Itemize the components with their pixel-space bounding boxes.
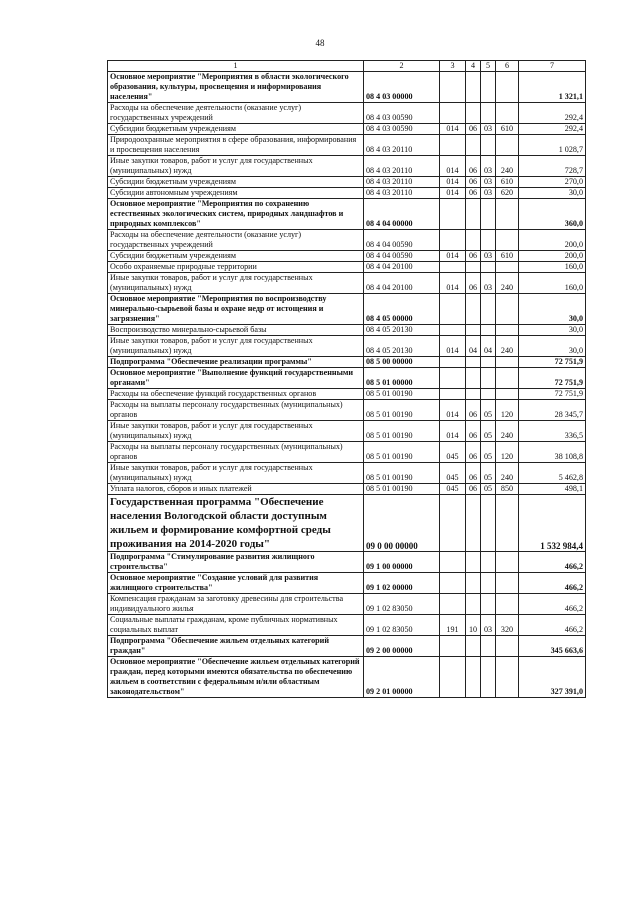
row-grbs: 045 [440, 442, 466, 463]
row-code: 08 4 04 20100 [364, 262, 440, 273]
row-expense-type [496, 262, 519, 273]
row-grbs [440, 657, 466, 698]
row-expense-type [496, 594, 519, 615]
row-grbs: 014 [440, 188, 466, 199]
row-expense-type: 240 [496, 336, 519, 357]
row-subsection: 04 [481, 336, 496, 357]
row-grbs: 014 [440, 156, 466, 177]
row-name: Уплата налогов, сборов и иных платежей [108, 484, 364, 495]
row-section [466, 103, 481, 124]
row-section [466, 262, 481, 273]
row-name: Основное мероприятие "Выполнение функций государственными органами" [108, 368, 364, 389]
row-name: Основное мероприятие "Обеспечение жильем отдельных категорий граждан, перед которыми имеются обязательства по обеспечению жильем в соответствии с федеральным и/или областным законодательством" [108, 657, 364, 698]
row-code: 08 4 05 20130 [364, 336, 440, 357]
row-amount: 5 462,8 [519, 463, 586, 484]
table-row [108, 156, 586, 177]
row-expense-type: 120 [496, 400, 519, 421]
row-expense-type: 850 [496, 484, 519, 495]
header-col-3: 3 [440, 61, 466, 72]
row-name: Особо охраняемые природные территории [108, 262, 364, 273]
row-grbs: 045 [440, 484, 466, 495]
row-code: 09 1 02 83050 [364, 594, 440, 615]
row-subsection [481, 657, 496, 698]
table-row [108, 336, 586, 357]
row-amount: 270,0 [519, 177, 586, 188]
row-amount: 292,4 [519, 103, 586, 124]
row-grbs [440, 389, 466, 400]
row-amount: 327 391,0 [519, 657, 586, 698]
row-amount: 30,0 [519, 294, 586, 325]
row-name: Субсидии бюджетным учреждениям [108, 124, 364, 135]
row-code: 08 4 03 00590 [364, 124, 440, 135]
row-code: 09 2 00 00000 [364, 636, 440, 657]
row-code: 08 4 03 00590 [364, 103, 440, 124]
table-row [108, 294, 586, 325]
row-subsection [481, 552, 496, 573]
row-amount: 160,0 [519, 262, 586, 273]
row-amount: 72 751,9 [519, 389, 586, 400]
row-subsection [481, 72, 496, 103]
row-section [466, 368, 481, 389]
row-section: 06 [466, 124, 481, 135]
row-name: Основное мероприятие "Мероприятия в области экологического образования, культуры, просвещения и информирования населения" [108, 72, 364, 103]
row-expense-type: 320 [496, 615, 519, 636]
table-row [108, 636, 586, 657]
table-header [108, 61, 586, 72]
row-subsection [481, 357, 496, 368]
row-code: 08 5 00 00000 [364, 357, 440, 368]
table-row [108, 615, 586, 636]
row-name: Основное мероприятие "Мероприятия по сохранению естественных экологических систем, природных ландшафтов и природных комплексов" [108, 199, 364, 230]
row-amount: 1 532 984,4 [519, 495, 586, 552]
row-grbs [440, 230, 466, 251]
row-grbs [440, 573, 466, 594]
row-section: 06 [466, 251, 481, 262]
row-expense-type [496, 230, 519, 251]
row-amount: 30,0 [519, 188, 586, 199]
row-section [466, 135, 481, 156]
row-grbs: 014 [440, 421, 466, 442]
table-row [108, 389, 586, 400]
row-code: 08 4 03 20110 [364, 156, 440, 177]
row-subsection: 03 [481, 615, 496, 636]
table-row [108, 368, 586, 389]
table-row [108, 495, 586, 552]
row-name: Расходы на выплаты персоналу государственных (муниципальных) органов [108, 442, 364, 463]
row-expense-type: 120 [496, 442, 519, 463]
row-grbs [440, 368, 466, 389]
row-expense-type: 620 [496, 188, 519, 199]
table-row [108, 251, 586, 262]
row-subsection [481, 103, 496, 124]
row-amount: 466,2 [519, 615, 586, 636]
row-code: 08 4 03 00000 [364, 72, 440, 103]
row-grbs [440, 495, 466, 552]
row-section: 06 [466, 442, 481, 463]
row-name: Природоохранные мероприятия в сфере образования, информирования и просвещения населения [108, 135, 364, 156]
header-col-5: 5 [481, 61, 496, 72]
row-amount: 336,5 [519, 421, 586, 442]
row-amount: 30,0 [519, 336, 586, 357]
row-section: 10 [466, 615, 481, 636]
row-code: 08 5 01 00190 [364, 442, 440, 463]
row-amount: 30,0 [519, 325, 586, 336]
row-name: Иные закупки товаров, работ и услуг для государственных (муниципальных) нужд [108, 273, 364, 294]
row-expense-type [496, 199, 519, 230]
row-expense-type: 240 [496, 273, 519, 294]
row-expense-type [496, 389, 519, 400]
row-subsection [481, 135, 496, 156]
row-grbs: 191 [440, 615, 466, 636]
row-section: 06 [466, 188, 481, 199]
table-row [108, 463, 586, 484]
row-grbs: 014 [440, 273, 466, 294]
row-amount: 466,2 [519, 552, 586, 573]
row-subsection: 03 [481, 177, 496, 188]
row-code: 08 4 04 00000 [364, 199, 440, 230]
table-row [108, 135, 586, 156]
row-name: Иные закупки товаров, работ и услуг для государственных (муниципальных) нужд [108, 421, 364, 442]
row-amount: 728,7 [519, 156, 586, 177]
row-section [466, 294, 481, 325]
row-subsection: 05 [481, 484, 496, 495]
row-name: Государственная программа "Обеспечение населения Вологодской области доступным жильем и формирование комфортной среды проживания на 2014-2020 годы" [108, 495, 364, 552]
row-section [466, 199, 481, 230]
row-grbs [440, 262, 466, 273]
row-grbs: 045 [440, 463, 466, 484]
row-expense-type [496, 657, 519, 698]
row-code: 08 4 03 20110 [364, 135, 440, 156]
row-name: Иные закупки товаров, работ и услуг для государственных (муниципальных) нужд [108, 463, 364, 484]
row-section: 06 [466, 463, 481, 484]
table-row [108, 325, 586, 336]
row-section [466, 389, 481, 400]
table-row [108, 421, 586, 442]
row-code: 08 5 01 00190 [364, 421, 440, 442]
row-expense-type [496, 294, 519, 325]
budget-table [107, 60, 586, 698]
row-name: Иные закупки товаров, работ и услуг для государственных (муниципальных) нужд [108, 156, 364, 177]
row-name: Основное мероприятие "Мероприятия по воспроизводству минерально-сырьевой базы и охране недр от истощения и загрязнения" [108, 294, 364, 325]
row-expense-type: 610 [496, 124, 519, 135]
table-row [108, 230, 586, 251]
row-subsection [481, 294, 496, 325]
row-code: 08 5 01 00190 [364, 463, 440, 484]
row-subsection: 03 [481, 124, 496, 135]
row-subsection [481, 325, 496, 336]
row-code: 08 4 03 20110 [364, 188, 440, 199]
row-code: 08 5 01 00000 [364, 368, 440, 389]
row-name: Субсидии бюджетным учреждениям [108, 177, 364, 188]
row-subsection: 05 [481, 463, 496, 484]
row-subsection: 03 [481, 273, 496, 294]
row-section: 06 [466, 177, 481, 188]
row-code: 08 4 05 20130 [364, 325, 440, 336]
row-amount: 1 321,1 [519, 72, 586, 103]
row-section [466, 657, 481, 698]
table-row [108, 657, 586, 698]
row-grbs: 014 [440, 251, 466, 262]
row-subsection [481, 495, 496, 552]
row-code: 08 4 04 00590 [364, 251, 440, 262]
row-grbs [440, 135, 466, 156]
row-amount: 200,0 [519, 251, 586, 262]
table-row [108, 103, 586, 124]
row-name: Подпрограмма "Стимулирование развития жилищного строительства" [108, 552, 364, 573]
row-section: 04 [466, 336, 481, 357]
table-row [108, 124, 586, 135]
row-code: 09 1 02 00000 [364, 573, 440, 594]
header-row [108, 61, 586, 72]
row-code: 08 4 05 00000 [364, 294, 440, 325]
row-code: 08 4 04 00590 [364, 230, 440, 251]
row-amount: 38 108,8 [519, 442, 586, 463]
row-section [466, 594, 481, 615]
row-expense-type: 240 [496, 421, 519, 442]
row-amount: 498,1 [519, 484, 586, 495]
row-name: Субсидии бюджетным учреждениям [108, 251, 364, 262]
row-code: 09 1 00 00000 [364, 552, 440, 573]
row-code: 08 5 01 00190 [364, 389, 440, 400]
row-subsection: 05 [481, 442, 496, 463]
row-amount: 360,0 [519, 199, 586, 230]
header-col-1: 1 [108, 61, 364, 72]
row-expense-type [496, 103, 519, 124]
row-grbs [440, 199, 466, 230]
row-amount: 466,2 [519, 594, 586, 615]
row-name: Расходы на обеспечение деятельности (оказание услуг) государственных учреждений [108, 103, 364, 124]
row-name: Расходы на обеспечение деятельности (оказание услуг) государственных учреждений [108, 230, 364, 251]
row-code: 08 4 04 20100 [364, 273, 440, 294]
row-section [466, 552, 481, 573]
table-row [108, 177, 586, 188]
row-expense-type: 240 [496, 463, 519, 484]
row-expense-type: 240 [496, 156, 519, 177]
row-subsection [481, 199, 496, 230]
row-name: Воспроизводство минерально-сырьевой базы [108, 325, 364, 336]
row-name: Субсидии автономным учреждениям [108, 188, 364, 199]
table-row [108, 484, 586, 495]
row-section [466, 573, 481, 594]
row-amount: 466,2 [519, 573, 586, 594]
row-subsection: 03 [481, 251, 496, 262]
table-row [108, 357, 586, 368]
row-name: Основное мероприятие "Создание условий для развития жилищного строительства" [108, 573, 364, 594]
row-subsection [481, 573, 496, 594]
row-grbs: 014 [440, 124, 466, 135]
table-row [108, 188, 586, 199]
row-grbs: 014 [440, 400, 466, 421]
row-subsection [481, 594, 496, 615]
row-subsection: 05 [481, 400, 496, 421]
row-grbs [440, 357, 466, 368]
row-subsection: 03 [481, 188, 496, 199]
row-grbs [440, 636, 466, 657]
row-code: 09 0 00 00000 [364, 495, 440, 552]
row-code: 08 5 01 00190 [364, 484, 440, 495]
row-code: 08 4 03 20110 [364, 177, 440, 188]
table-row [108, 442, 586, 463]
row-subsection [481, 389, 496, 400]
row-expense-type [496, 573, 519, 594]
header-col-6: 6 [496, 61, 519, 72]
table-row [108, 273, 586, 294]
table-row [108, 552, 586, 573]
row-expense-type [496, 368, 519, 389]
row-grbs [440, 103, 466, 124]
header-col-7: 7 [519, 61, 586, 72]
row-section: 06 [466, 484, 481, 495]
row-section [466, 636, 481, 657]
row-name: Иные закупки товаров, работ и услуг для государственных (муниципальных) нужд [108, 336, 364, 357]
row-name: Компенсация гражданам за заготовку древесины для строительства индивидуального жилья [108, 594, 364, 615]
row-subsection [481, 368, 496, 389]
row-name: Подпрограмма "Обеспечение реализации программы" [108, 357, 364, 368]
row-grbs [440, 72, 466, 103]
row-expense-type: 610 [496, 177, 519, 188]
table-row [108, 573, 586, 594]
row-amount: 345 663,6 [519, 636, 586, 657]
row-grbs [440, 325, 466, 336]
row-subsection [481, 230, 496, 251]
row-subsection: 05 [481, 421, 496, 442]
row-subsection [481, 636, 496, 657]
row-subsection [481, 262, 496, 273]
row-name: Социальные выплаты гражданам, кроме публичных нормативных социальных выплат [108, 615, 364, 636]
row-amount: 72 751,9 [519, 357, 586, 368]
row-subsection: 03 [481, 156, 496, 177]
row-expense-type [496, 357, 519, 368]
header-col-2: 2 [364, 61, 440, 72]
row-section [466, 72, 481, 103]
row-expense-type [496, 552, 519, 573]
row-name: Расходы на выплаты персоналу государственных (муниципальных) органов [108, 400, 364, 421]
row-amount: 28 345,7 [519, 400, 586, 421]
table-body [108, 72, 586, 698]
row-expense-type [496, 72, 519, 103]
row-expense-type [496, 636, 519, 657]
table-row [108, 72, 586, 103]
row-section [466, 495, 481, 552]
table-row [108, 400, 586, 421]
row-amount: 292,4 [519, 124, 586, 135]
row-section [466, 325, 481, 336]
header-col-4: 4 [466, 61, 481, 72]
row-section: 06 [466, 400, 481, 421]
row-amount: 1 028,7 [519, 135, 586, 156]
row-section: 06 [466, 156, 481, 177]
row-amount: 200,0 [519, 230, 586, 251]
row-expense-type [496, 495, 519, 552]
row-expense-type: 610 [496, 251, 519, 262]
row-grbs [440, 294, 466, 325]
row-name: Расходы на обеспечение функций государственных органов [108, 389, 364, 400]
table-row [108, 199, 586, 230]
row-section [466, 357, 481, 368]
table-row [108, 594, 586, 615]
row-code: 09 2 01 00000 [364, 657, 440, 698]
row-code: 08 5 01 00190 [364, 400, 440, 421]
row-grbs: 014 [440, 336, 466, 357]
row-section: 06 [466, 421, 481, 442]
table-row [108, 262, 586, 273]
row-expense-type [496, 325, 519, 336]
row-amount: 160,0 [519, 273, 586, 294]
row-name: Подпрограмма "Обеспечение жильем отдельных категорий граждан" [108, 636, 364, 657]
row-section: 06 [466, 273, 481, 294]
row-code: 09 1 02 83050 [364, 615, 440, 636]
row-grbs [440, 552, 466, 573]
row-section [466, 230, 481, 251]
row-grbs: 014 [440, 177, 466, 188]
row-amount: 72 751,9 [519, 368, 586, 389]
row-expense-type [496, 135, 519, 156]
page-number: 48 [315, 38, 325, 48]
row-grbs [440, 594, 466, 615]
